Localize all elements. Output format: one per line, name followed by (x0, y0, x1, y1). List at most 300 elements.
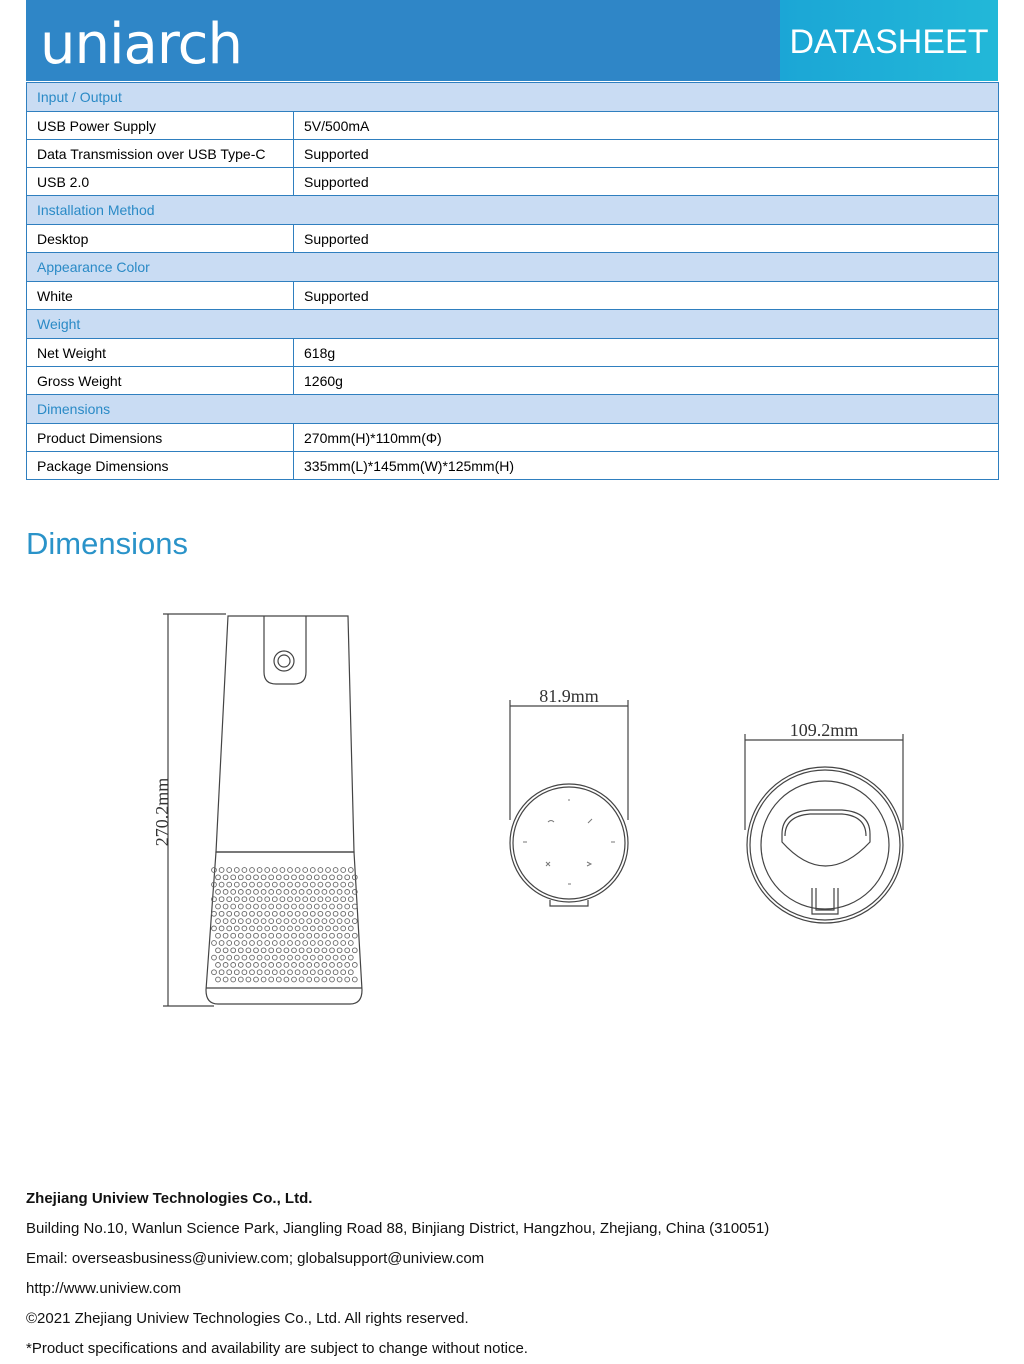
grille-hole (219, 868, 224, 873)
grille-hole (288, 897, 293, 902)
grille-hole (216, 904, 221, 909)
grille-hole (265, 941, 270, 946)
grille-hole (257, 868, 262, 873)
dimensions-heading: Dimensions (26, 526, 188, 561)
grille-hole (223, 919, 228, 924)
grille-hole (250, 911, 255, 916)
grille-hole (272, 882, 277, 887)
grille-hole (250, 926, 255, 931)
grille-hole (280, 868, 285, 873)
grille-hole (272, 955, 277, 960)
grille-hole (345, 948, 350, 953)
grille-hole (318, 926, 323, 931)
bottom-view-drawing (745, 734, 903, 923)
grille-hole (345, 904, 350, 909)
grille-hole (250, 955, 255, 960)
grille-hole (337, 963, 342, 968)
grille-hole (231, 963, 236, 968)
grille-hole (234, 897, 239, 902)
grille-hole (212, 941, 217, 946)
grille-hole (257, 882, 262, 887)
grille-hole (223, 963, 228, 968)
grille-hole (318, 970, 323, 975)
grille-hole (212, 955, 217, 960)
footer-company: Zhejiang Uniview Technologies Co., Ltd. (26, 1190, 313, 1207)
grille-hole (242, 941, 247, 946)
grille-hole (348, 955, 353, 960)
section-title: Weight (27, 310, 999, 339)
grille-hole (341, 955, 346, 960)
spec-key: White (27, 282, 294, 310)
grille-hole (231, 875, 236, 880)
spec-key: USB 2.0 (27, 168, 294, 196)
grille-hole (310, 897, 315, 902)
grille-hole (216, 875, 221, 880)
grille-hole (223, 933, 228, 938)
grille-hole (254, 890, 259, 895)
grille-hole (265, 970, 270, 975)
grille-hole (341, 882, 346, 887)
grille-hole (219, 941, 224, 946)
grille-hole (326, 882, 331, 887)
grille-hole (234, 868, 239, 873)
spec-key: Net Weight (27, 339, 294, 367)
grille-hole (254, 904, 259, 909)
top-view-drawing (510, 700, 628, 906)
grille-hole (307, 904, 312, 909)
grille-hole (272, 926, 277, 931)
footer (26, 1184, 769, 1364)
grille-hole (234, 882, 239, 887)
grille-hole (227, 926, 232, 931)
grille-hole (242, 897, 247, 902)
grille-hole (345, 875, 350, 880)
grille-hole (276, 933, 281, 938)
grille-hole (238, 977, 243, 982)
grille-hole (265, 955, 270, 960)
grille-hole (341, 897, 346, 902)
grille-hole (246, 875, 251, 880)
grille-hole (326, 941, 331, 946)
grille-hole (257, 926, 262, 931)
grille-hole (292, 948, 297, 953)
grille-hole (303, 941, 308, 946)
grille-hole (314, 933, 319, 938)
grille-hole (337, 948, 342, 953)
grille-hole (234, 926, 239, 931)
spec-key: Desktop (27, 225, 294, 253)
grille-hole (269, 933, 274, 938)
grille-hole (216, 933, 221, 938)
grille-hole (231, 933, 236, 938)
grille-hole (254, 875, 259, 880)
grille-hole (310, 926, 315, 931)
footer-website[interactable]: http://www.uniview.com (26, 1280, 182, 1297)
grille-hole (242, 955, 247, 960)
grille-hole (330, 904, 335, 909)
grille-hole (330, 933, 335, 938)
grille-hole (348, 911, 353, 916)
grille-hole (227, 882, 232, 887)
grille-hole (292, 963, 297, 968)
grille-hole (269, 977, 274, 982)
spec-key: Data Transmission over USB Type-C (27, 140, 294, 168)
grille-hole (280, 882, 285, 887)
grille-hole (303, 955, 308, 960)
grille-hole (284, 919, 289, 924)
spec-value: Supported (294, 140, 999, 168)
grille-hole (299, 963, 304, 968)
spec-value: 335mm(L)*145mm(W)*125mm(H) (294, 452, 999, 480)
grille-hole (333, 911, 338, 916)
grille-hole (314, 890, 319, 895)
spec-value: 1260g (294, 367, 999, 395)
grille-hole (250, 941, 255, 946)
grille-hole (310, 868, 315, 873)
grille-hole (284, 890, 289, 895)
grille-hole (322, 933, 327, 938)
grille-hole (345, 963, 350, 968)
grille-hole (254, 948, 259, 953)
grille-hole (288, 941, 293, 946)
grille-hole (337, 875, 342, 880)
grille-hole (307, 890, 312, 895)
grille-hole (284, 933, 289, 938)
grille-hole (307, 948, 312, 953)
grille-hole (299, 890, 304, 895)
grille-hole (242, 970, 247, 975)
grille-hole (227, 911, 232, 916)
footer-notice: *Product specifications and availability are subject to change without notice. (26, 1340, 528, 1357)
section-title: Input / Output (27, 83, 999, 112)
spec-value: Supported (294, 225, 999, 253)
grille-hole (288, 955, 293, 960)
grille-hole (261, 904, 266, 909)
grille-hole (276, 904, 281, 909)
grille-hole (345, 890, 350, 895)
grille-hole (242, 926, 247, 931)
grille-hole (212, 911, 217, 916)
grille-hole (341, 941, 346, 946)
grille-hole (257, 955, 262, 960)
grille-hole (250, 882, 255, 887)
side-view-drawing (163, 614, 362, 1006)
grille-hole (333, 868, 338, 873)
grille-hole (284, 904, 289, 909)
grille-hole (307, 875, 312, 880)
grille-hole (310, 955, 315, 960)
grille-hole (341, 868, 346, 873)
grille-hole (231, 977, 236, 982)
grille-hole (254, 933, 259, 938)
grille-hole (337, 933, 342, 938)
datasheet-badge: DATASHEET (780, 0, 998, 81)
grille-hole (318, 882, 323, 887)
grille-hole (326, 955, 331, 960)
grille-hole (246, 948, 251, 953)
grille-hole (288, 911, 293, 916)
grille-hole (348, 897, 353, 902)
grille-hole (295, 941, 300, 946)
grille-hole (330, 977, 335, 982)
grille-hole (318, 868, 323, 873)
grille-hole (223, 875, 228, 880)
grille-hole (337, 919, 342, 924)
grille-hole (276, 890, 281, 895)
grille-hole (269, 948, 274, 953)
grille-hole (223, 904, 228, 909)
grille-hole (333, 926, 338, 931)
grille-hole (288, 868, 293, 873)
grille-hole (348, 882, 353, 887)
grille-hole (284, 963, 289, 968)
grille-hole (269, 904, 274, 909)
grille-hole (234, 941, 239, 946)
grille-hole (299, 933, 304, 938)
grille-hole (303, 868, 308, 873)
grille-hole (333, 882, 338, 887)
grille-hole (238, 948, 243, 953)
grille-hole (295, 868, 300, 873)
grille-hole (299, 904, 304, 909)
grille-hole (246, 919, 251, 924)
grille-hole (314, 948, 319, 953)
spec-value: 5V/500mA (294, 112, 999, 140)
footer-address: Building No.10, Wanlun Science Park, Jiangling Road 88, Binjiang District, Hangzhou, Zhejiang, China (310051) (26, 1220, 770, 1237)
grille-hole (337, 977, 342, 982)
grille-hole (333, 941, 338, 946)
height-dimension-label: 270.2mm (152, 777, 172, 847)
grille-hole (299, 948, 304, 953)
grille-hole (254, 919, 259, 924)
grille-hole (307, 963, 312, 968)
grille-hole (295, 897, 300, 902)
grille-hole (234, 911, 239, 916)
grille-hole (276, 875, 281, 880)
grille-hole (341, 911, 346, 916)
grille-hole (280, 941, 285, 946)
grille-hole (219, 897, 224, 902)
grille-hole (330, 875, 335, 880)
section-title: Dimensions (27, 395, 999, 424)
grille-hole (265, 882, 270, 887)
grille-hole (242, 882, 247, 887)
grille-hole (238, 875, 243, 880)
grille-hole (238, 890, 243, 895)
grille-hole (265, 926, 270, 931)
grille-hole (295, 926, 300, 931)
grille-hole (295, 882, 300, 887)
grille-hole (219, 911, 224, 916)
grille-hole (280, 897, 285, 902)
grille-hole (314, 919, 319, 924)
grille-hole (345, 977, 350, 982)
spec-key: Package Dimensions (27, 452, 294, 480)
footer-copyright: ©2021 Zhejiang Uniview Technologies Co., Ltd. All rights reserved. (26, 1310, 469, 1327)
spec-value: 270mm(H)*110mm(Φ) (294, 424, 999, 452)
grille-hole (284, 948, 289, 953)
grille-hole (326, 868, 331, 873)
grille-hole (322, 904, 327, 909)
grille-hole (227, 897, 232, 902)
grille-hole (219, 970, 224, 975)
grille-hole (250, 868, 255, 873)
grille-hole (257, 941, 262, 946)
grille-hole (288, 882, 293, 887)
grille-hole (330, 890, 335, 895)
grille-hole (257, 897, 262, 902)
grille-hole (216, 890, 221, 895)
grille-hole (257, 911, 262, 916)
grille-hole (326, 970, 331, 975)
grille-hole (322, 875, 327, 880)
grille-hole (280, 911, 285, 916)
grille-hole (292, 904, 297, 909)
grille-hole (246, 890, 251, 895)
brand-logo: uniarch (40, 12, 242, 77)
grille-hole (288, 926, 293, 931)
grille-hole (303, 882, 308, 887)
grille-hole (299, 875, 304, 880)
grille-hole (330, 948, 335, 953)
spec-value: Supported (294, 168, 999, 196)
grille-hole (280, 970, 285, 975)
grille-hole (333, 970, 338, 975)
grille-hole (265, 897, 270, 902)
grille-hole (322, 963, 327, 968)
grille-hole (318, 955, 323, 960)
grille-hole (227, 955, 232, 960)
grille-hole (314, 904, 319, 909)
section-title: Installation Method (27, 196, 999, 225)
grille-hole (292, 977, 297, 982)
grille-hole (246, 977, 251, 982)
grille-hole (303, 897, 308, 902)
grille-hole (250, 970, 255, 975)
grille-hole (303, 911, 308, 916)
grille-hole (254, 977, 259, 982)
grille-hole (322, 919, 327, 924)
grille-hole (212, 970, 217, 975)
grille-hole (299, 977, 304, 982)
grille-hole (284, 977, 289, 982)
grille-hole (337, 890, 342, 895)
grille-hole (284, 875, 289, 880)
grille-hole (299, 919, 304, 924)
grille-hole (242, 868, 247, 873)
grille-hole (314, 977, 319, 982)
grille-hole (272, 868, 277, 873)
grille-hole (272, 897, 277, 902)
grille-hole (272, 970, 277, 975)
grille-hole (292, 919, 297, 924)
grille-hole (238, 919, 243, 924)
grille-hole (352, 977, 357, 982)
grille-hole (238, 904, 243, 909)
grille-hole (310, 911, 315, 916)
grille-hole (348, 868, 353, 873)
grille-hole (330, 919, 335, 924)
grille-hole (250, 897, 255, 902)
grille-hole (242, 911, 247, 916)
grille-hole (231, 890, 236, 895)
grille-hole (212, 926, 217, 931)
grille-hole (318, 897, 323, 902)
grille-hole (292, 875, 297, 880)
grille-hole (352, 919, 357, 924)
spec-value: 618g (294, 339, 999, 367)
grille-hole (348, 926, 353, 931)
grille-hole (272, 941, 277, 946)
grille-hole (303, 926, 308, 931)
grille-hole (231, 948, 236, 953)
grille-hole (322, 977, 327, 982)
grille-hole (234, 955, 239, 960)
grille-hole (265, 868, 270, 873)
grille-hole (341, 970, 346, 975)
spec-value: Supported (294, 282, 999, 310)
grille-hole (307, 919, 312, 924)
grille-hole (326, 897, 331, 902)
grille-hole (269, 963, 274, 968)
grille-hole (352, 963, 357, 968)
grille-hole (272, 911, 277, 916)
grille-hole (216, 948, 221, 953)
grille-hole (295, 911, 300, 916)
grille-hole (261, 963, 266, 968)
grille-hole (246, 933, 251, 938)
grille-hole (223, 977, 228, 982)
grille-hole (337, 904, 342, 909)
grille-hole (276, 948, 281, 953)
grille-hole (261, 890, 266, 895)
grille-hole (238, 963, 243, 968)
grille-hole (261, 875, 266, 880)
footer-email[interactable]: Email: overseasbusiness@uniview.com; globalsupport@uniview.com (26, 1250, 485, 1267)
grille-hole (318, 941, 323, 946)
grille-hole (307, 977, 312, 982)
grille-hole (330, 963, 335, 968)
grille-hole (280, 955, 285, 960)
grille-hole (227, 970, 232, 975)
grille-hole (254, 963, 259, 968)
grille-hole (292, 933, 297, 938)
grille-hole (333, 897, 338, 902)
spec-key: Gross Weight (27, 367, 294, 395)
grille-hole (276, 977, 281, 982)
grille-hole (310, 882, 315, 887)
grille-hole (227, 941, 232, 946)
grille-hole (292, 890, 297, 895)
grille-hole (314, 875, 319, 880)
grille-hole (295, 955, 300, 960)
grille-hole (322, 890, 327, 895)
grille-hole (219, 926, 224, 931)
grille-hole (269, 919, 274, 924)
grille-hole (234, 970, 239, 975)
grille-hole (216, 963, 221, 968)
grille-hole (261, 919, 266, 924)
grille-hole (257, 970, 262, 975)
grille-hole (261, 948, 266, 953)
grille-hole (261, 933, 266, 938)
grille-hole (352, 948, 357, 953)
grille-hole (288, 970, 293, 975)
grille-hole (223, 948, 228, 953)
top-width-label: 81.9mm (539, 686, 599, 706)
grille-hole (326, 911, 331, 916)
grille-hole (348, 941, 353, 946)
